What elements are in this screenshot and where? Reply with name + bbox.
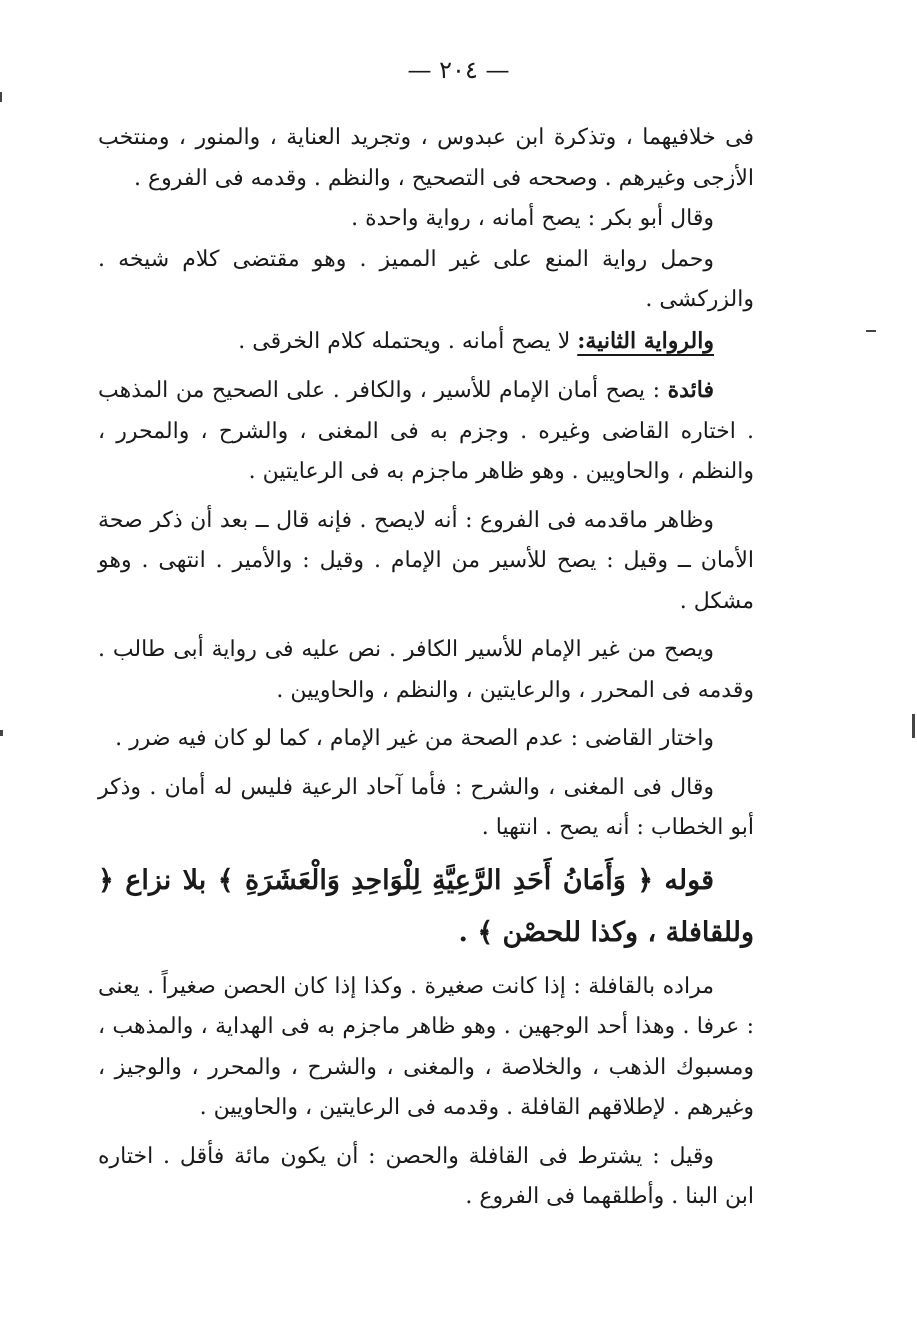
second-narration-text: لا يصح أمانه . ويحتمله كلام الخرقى . xyxy=(238,328,578,354)
second-narration-label: والرواية الثانية: xyxy=(577,327,714,354)
scan-edge-mark xyxy=(866,330,876,332)
page-number: — ٢٠٤ — xyxy=(407,56,510,84)
paragraph-11: مراده بالقافلة : إذا كانت صغيرة . وكذا إذا كان الحصن صغيراً . يعنى : عرفا . وهذا أحد الوجهين . وهو ظاهر ماجزم به فى الهداية ، والمذهب ، ومسبوك الذهب ، والخلاصة ، والمغنى ، والشرح ، والمحرر ، والوجيز ، وغيرهم . لإطلاقهم القافلة . وقدمه فى الرعايتين ، والحاويين . xyxy=(98,973,754,1120)
paragraph-benefit xyxy=(98,370,754,493)
paragraph-3: وحمل رواية المنع على غير المميز . وهو مقتضى كلام شيخه . والزركشى . xyxy=(98,246,754,312)
paragraph-4 xyxy=(98,321,754,363)
scan-edge-mark xyxy=(0,92,2,102)
scan-edge-mark xyxy=(912,714,915,738)
scan-edge-mark xyxy=(0,730,3,736)
paragraph-8: واختار القاضى : عدم الصحة من غير الإمام ، كما لو كان فيه ضرر . xyxy=(115,726,714,751)
paragraph-1: فى خلافيهما ، وتذكرة ابن عبدوس ، وتجريد العناية ، والمنور ، ومنتخب الأزجى وغيرهم . وصححه فى التصحيح ، والنظم . وقدمه فى الفروع . xyxy=(98,125,754,191)
paragraph-2: وقال أبو بكر : يصح أمانه ، رواية واحدة . xyxy=(351,206,714,231)
benefit-text: : يصح أمان الإمام للأسير ، والكافر . على الصحيح من المذهب . اختاره القاضى وغيره . وجزم به فى المغنى ، والشرح ، والمحرر ، والنظم ، والحاويين . وهو ظاهر ماجزم به فى الرعايتين . xyxy=(98,378,755,484)
paragraph-6: وظاهر ماقدمه فى الفروع : أنه لايصح . فإنه قال ــ بعد أن ذكر صحة الأمان ــ وقيل : يصح للأسير من الإمام . وقيل : والأمير . انتهى . وهو مشكل . xyxy=(98,507,754,614)
paragraph-12: وقيل : يشترط فى القافلة والحصن : أن يكون مائة فأقل . اختاره ابن البنا . وأطلقهما فى الفروع . xyxy=(98,1143,754,1209)
paragraph-9: وقال فى المغنى ، والشرح : فأما آحاد الرعية فليس له أمان . وذكر أبو الخطاب : أنه يصح . انتهيا . xyxy=(98,774,754,840)
page-body xyxy=(98,118,754,1218)
benefit-label: فائدة xyxy=(667,377,714,403)
matn-quote: قوله ﴿ وَأَمَانُ أَحَدِ الرَّعِيَّةِ لِلْوَاحِدِ وَالْعَشَرَةِ ﴾ بلا نزاع ﴿ وللقافلة ، وكذا للحصْن ﴾ . xyxy=(98,864,754,948)
paragraph-7: ويصح من غير الإمام للأسير الكافر . نص عليه فى رواية أبى طالب . وقدمه فى المحرر ، والرعايتين ، والنظم ، والحاويين . xyxy=(98,637,754,703)
